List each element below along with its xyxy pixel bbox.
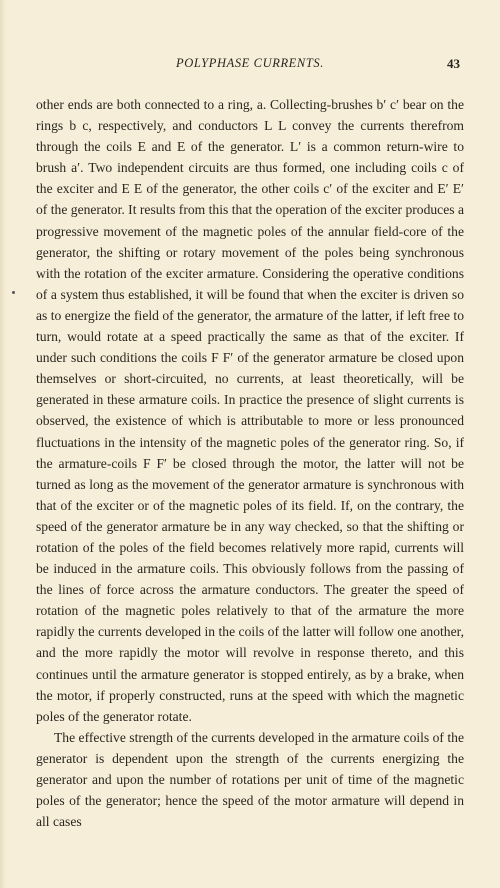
page-header <box>0 56 500 76</box>
page-number: 43 <box>447 56 460 71</box>
body-text <box>36 94 464 832</box>
paragraph: The effective strength of the currents developed in the armature coils of the generator is dependent upon the strength of the currents energizing the generator and upon the number of rotations per unit of time of the magnetic poles of the generator; hence the speed of the motor armature will depend in all cases <box>36 729 464 830</box>
margin-speck <box>12 291 15 294</box>
running-title: POLYPHASE CURRENTS. <box>176 56 324 70</box>
page-edge-shadow <box>0 0 6 888</box>
paragraph: other ends are both connected to a ring, a. Collecting-brushes b′ c′ bear on the rings b c, respectively, and conductors L L convey the currents therefrom through the coils E and E of the generator. L′ is a common return-wire to brush a′. Two independent circuits are thus formed, one including coils c of the exciter and E E of the generator, the other coils c′ of the exciter and E′ E′ of the generator. It results from this that the operation of the exciter produces a progressive movement of the magnetic poles of the annular field-core of the generator, the shifting or rotary movement of the poles being synchronous with the rotation of the exciter armature. Considering the operative conditions of a system thus established, it will be found that when the exciter is driven so as to energize the field of the generator, the armature of the latter, if left free to turn, would rotate at a speed practically the same as that of the exciter. If under such conditions the coils F F′ of the generator armature be closed upon themselves or short-circuited, no currents, at least theoretically, will be generated in these armature coils. In practice the presence of slight currents is observed, the existence of which is attributable to more or less pronounced fluctuations in the intensity of the magnetic poles of the generator ring. So, if the armature-coils F F′ be closed through the motor, the latter will not be turned as long as the movement of the generator armature is synchronous with that of the exciter or of the magnetic poles of its field. If, on the contrary, the speed of the generator armature be in any way checked, so that the shifting or rotation of the poles of the field becomes relatively more rapid, currents will be induced in the armature coils. This obviously follows from the passing of the lines of force across the armature conductors. The greater the speed of rotation of the magnetic poles relatively to that of the armature the more rapidly the currents developed in the coils of the latter will follow one another, and the more rapidly the motor will revolve in response thereto, and this continues until the armature generator is stopped entirely, as by a brake, when the motor, if properly constructed, runs at the speed with which the magnetic poles of the generator rotate. <box>36 97 464 724</box>
